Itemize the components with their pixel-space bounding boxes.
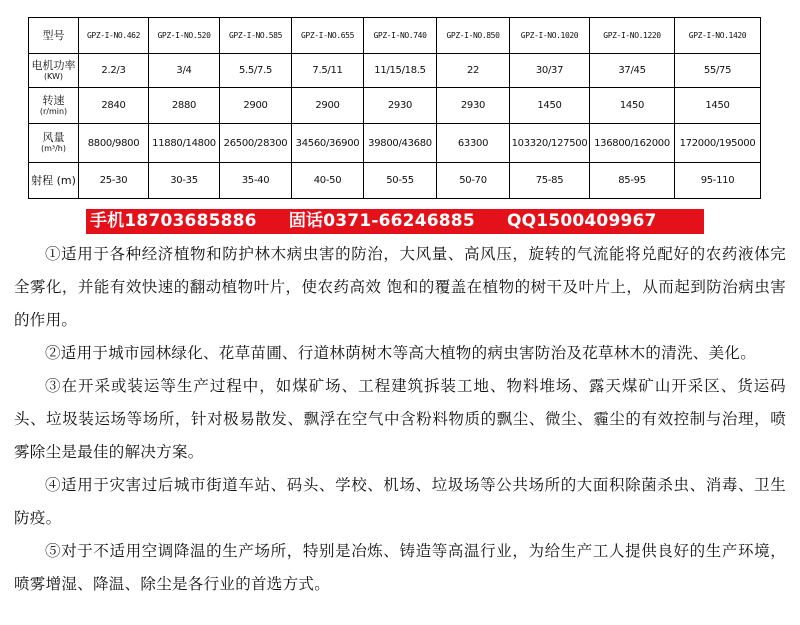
table-cell: 1450 <box>590 88 675 124</box>
row-header-label: 风量 <box>42 131 65 144</box>
table-row-airflow <box>29 124 761 163</box>
table-cell: 2930 <box>437 88 510 124</box>
contact-banner <box>86 209 704 234</box>
row-header <box>29 124 79 163</box>
table-cell: GPZ-I-NO.462 <box>79 18 149 54</box>
table-cell: 2880 <box>149 88 220 124</box>
contact-landline: 固话0371-66246885 <box>288 211 475 231</box>
row-header <box>29 18 79 54</box>
table-cell: 7.5/11 <box>292 54 364 88</box>
table-cell: 75-85 <box>510 163 590 199</box>
row-header-label: 射程 (m) <box>31 173 76 187</box>
table-cell: GPZ-I-NO.850 <box>437 18 510 54</box>
spec-table <box>28 17 761 199</box>
table-cell: 1450 <box>510 88 590 124</box>
table-cell: GPZ-I-NO.520 <box>149 18 220 54</box>
table-cell: 2840 <box>79 88 149 124</box>
row-header <box>29 54 79 88</box>
application-paragraph: ④适用于灾害过后城市街道车站、码头、学校、机场、垃圾场等公共场所的大面积除菌杀虫、消毒、卫生防疫。 <box>14 476 786 527</box>
table-cell: 39800/43680 <box>364 124 437 163</box>
table-cell: 22 <box>437 54 510 88</box>
row-header-label: 电机功率 <box>31 58 76 72</box>
application-paragraph: ②适用于城市园林绿化、花草苗圃、行道林荫树木等高大植物的病虫害防治及花草林木的清洗、美化。 <box>45 344 757 362</box>
table-cell: GPZ-I-NO.1220 <box>590 18 675 54</box>
table-cell: GPZ-I-NO.1020 <box>510 18 590 54</box>
table-cell: 26500/28300 <box>220 124 292 163</box>
table-cell: 136800/162000 <box>590 124 675 163</box>
application-paragraph: ①适用于各种经济植物和防护林木病虫害的防治，大风量、高风压，旋转的气流能将兑配好的农药液体完全雾化，并能有效快速的翻动植物叶片，使农药高效 饱和的覆盖在植物的树干及叶片上，从而起到防治病虫害的作用。 <box>14 245 786 329</box>
table-cell: GPZ-I-NO.585 <box>220 18 292 54</box>
table-cell: 55/75 <box>675 54 761 88</box>
row-header-unit: (m³/h) <box>40 144 66 153</box>
table-cell: 25-30 <box>79 163 149 199</box>
table-cell: 40-50 <box>292 163 364 199</box>
table-cell: 5.5/7.5 <box>220 54 292 88</box>
table-row-speed <box>29 88 761 124</box>
table-row-power <box>29 54 761 88</box>
table-cell: GPZ-I-NO.1420 <box>675 18 761 54</box>
row-header-unit: (KW) <box>43 71 64 81</box>
table-cell: 34560/36900 <box>292 124 364 163</box>
table-cell: 30-35 <box>149 163 220 199</box>
row-header <box>29 88 79 124</box>
table-cell: 3/4 <box>149 54 220 88</box>
row-header-unit: (r/min) <box>39 106 68 116</box>
table-cell: GPZ-I-NO.740 <box>364 18 437 54</box>
table-cell: 85-95 <box>590 163 675 199</box>
table-cell: 2900 <box>220 88 292 124</box>
table-cell: 30/37 <box>510 54 590 88</box>
row-header-label: 转速 <box>42 93 65 107</box>
contact-mobile: 手机18703685886 <box>90 211 257 231</box>
table-row-model <box>29 18 761 54</box>
table-cell: 11/15/18.5 <box>364 54 437 88</box>
table-cell: 2930 <box>364 88 437 124</box>
table-cell: 2900 <box>292 88 364 124</box>
table-cell: 37/45 <box>590 54 675 88</box>
contact-qq: QQ1500409967 <box>506 211 657 231</box>
table-cell: 11880/14800 <box>149 124 220 163</box>
application-paragraph: ③在开采或装运等生产过程中，如煤矿场、工程建筑拆装工地、物料堆场、露天煤矿山开采区、货运码头、垃圾装运场等场所，针对极易散发、飘浮在空气中含粉料物质的飘尘、微尘、霾尘的有效控制与治理，喷雾除尘是最佳的解决方案。 <box>14 377 786 461</box>
table-cell: 95-110 <box>675 163 761 199</box>
table-cell: 63300 <box>437 124 510 163</box>
table-cell: 103320/127500 <box>510 124 590 163</box>
table-row-range <box>29 163 761 199</box>
application-description <box>14 238 786 601</box>
application-paragraph: ⑤对于不适用空调降温的生产场所，特别是冶炼、铸造等高温行业，为给生产工人提供良好的生产环境，喷雾增湿、降温、除尘是各行业的首选方式。 <box>14 542 786 593</box>
table-cell: 8800/9800 <box>79 124 149 163</box>
row-header <box>29 163 79 199</box>
table-cell: 1450 <box>675 88 761 124</box>
table-cell: 172000/195000 <box>675 124 761 163</box>
table-cell: 2.2/3 <box>79 54 149 88</box>
row-header-label: 型号 <box>42 28 65 42</box>
table-cell: 50-55 <box>364 163 437 199</box>
table-cell: 35-40 <box>220 163 292 199</box>
table-cell: 50-70 <box>437 163 510 199</box>
table-cell: GPZ-I-NO.655 <box>292 18 364 54</box>
